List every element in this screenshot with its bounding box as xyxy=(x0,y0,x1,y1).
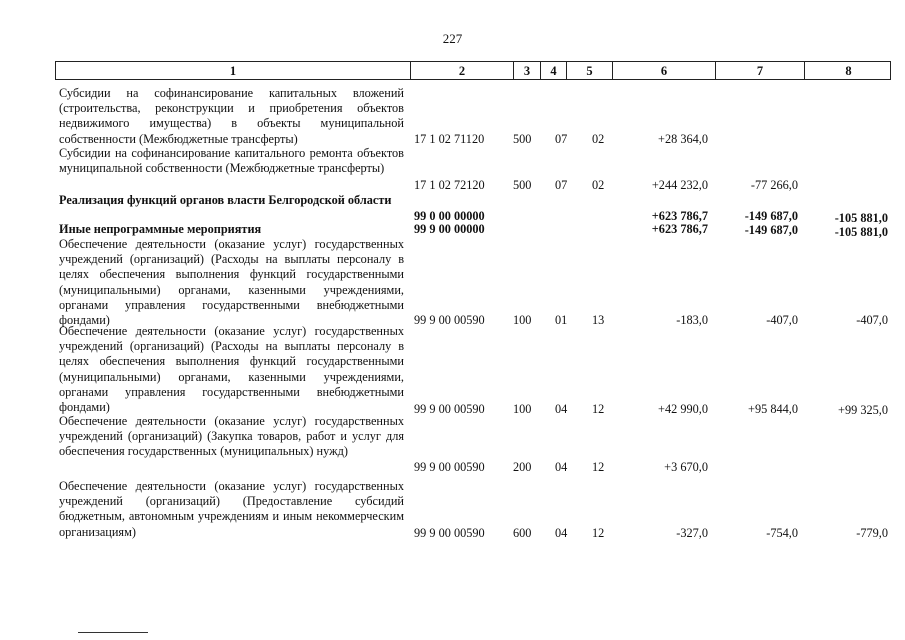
row-col-4: 01 xyxy=(555,313,568,327)
row-value-7: -77 266,0 xyxy=(750,178,798,192)
row-col-4: 07 xyxy=(555,178,568,192)
row-code: 17 1 02 71120 xyxy=(414,132,485,146)
table-header xyxy=(55,61,891,80)
page-number: 227 xyxy=(442,31,463,46)
row-col-3: 600 xyxy=(513,526,532,540)
row-value-7: -407,0 xyxy=(766,313,798,327)
row-value-7: -754,0 xyxy=(766,526,798,540)
row-col-3: 500 xyxy=(513,132,532,146)
row-description: Субсидии на софинансирование капитальных вложений (строительства, реконструкции и приобретения объектов недвижимого имущества) в объекты муниципальной собственности (Межбюджетные трансферты) xyxy=(59,86,404,146)
row-value-8: +99 325,0 xyxy=(838,403,888,417)
row-code: 99 9 00 00590 xyxy=(414,313,485,327)
row-value-8: -407,0 xyxy=(856,313,888,327)
header-col-7: 7 xyxy=(715,62,804,79)
footnote-divider xyxy=(78,632,148,633)
row-value-6: -327,0 xyxy=(676,526,708,540)
row-col-5: 12 xyxy=(592,460,605,474)
row-value-6: +623 786,7 xyxy=(651,222,708,236)
header-col-4: 4 xyxy=(540,62,566,79)
row-col-4: 07 xyxy=(555,132,568,146)
row-col-3: 500 xyxy=(513,178,532,192)
header-col-6: 6 xyxy=(612,62,715,79)
header-col-1: 1 xyxy=(229,64,237,78)
row-value-7: -149 687,0 xyxy=(744,223,798,237)
row-code: 99 9 00 00000 xyxy=(414,222,485,236)
header-col-3: 3 xyxy=(513,62,540,79)
row-value-8: -779,0 xyxy=(856,526,888,540)
row-col-5: 02 xyxy=(592,132,605,146)
row-value-7: -149 687,0 xyxy=(744,209,798,223)
row-description: Обеспечение деятельности (оказание услуг) государственных учреждений (организаций) (Расходы на выплаты персоналу в целях обеспечения выполнения функций государственными (муниципальными) органами, казенными учреждениями, органами управления государственными внебюджетными фондами) xyxy=(59,237,404,328)
row-col-4: 04 xyxy=(555,460,568,474)
row-description: Обеспечение деятельности (оказание услуг) государственных учреждений (организаций) (Расходы на выплаты персоналу в целях обеспечения выполнения функций государственными (муниципальными) органами, казенными учреждениями, органами управления государственными внебюджетными фондами) xyxy=(59,324,404,415)
header-col-2: 2 xyxy=(410,62,513,79)
header-col-8: 8 xyxy=(804,62,892,79)
row-col-5: 12 xyxy=(592,526,605,540)
row-value-6: +244 232,0 xyxy=(651,178,708,192)
row-description: Обеспечение деятельности (оказание услуг) государственных учреждений (организаций) (Предоставление субсидий бюджетным, автономным учреждениям и иным некоммерческим организациям) xyxy=(59,479,404,539)
row-code: 17 1 02 72120 xyxy=(414,178,485,192)
row-col-5: 12 xyxy=(592,402,605,416)
row-col-3: 100 xyxy=(513,313,532,327)
row-description: Реализация функций органов власти Белгородской области xyxy=(59,193,392,207)
row-col-4: 04 xyxy=(555,526,568,540)
row-value-6: +42 990,0 xyxy=(658,402,708,416)
row-value-6: -183,0 xyxy=(676,313,708,327)
row-code: 99 9 00 00590 xyxy=(414,526,485,540)
row-col-4: 04 xyxy=(555,402,568,416)
row-description: Субсидии на софинансирование капитального ремонта объектов муниципальной собственности (Межбюджетные трансферты) xyxy=(59,146,404,176)
header-col-5: 5 xyxy=(566,62,612,79)
row-value-6: +28 364,0 xyxy=(658,132,708,146)
row-value-6: +3 670,0 xyxy=(664,460,708,474)
row-col-5: 13 xyxy=(592,313,605,327)
row-value-7: +95 844,0 xyxy=(748,402,798,416)
row-value-8: -105 881,0 xyxy=(834,211,888,225)
row-value-6: +623 786,7 xyxy=(651,209,708,223)
row-value-8: -105 881,0 xyxy=(834,225,888,239)
row-description: Иные непрограммные мероприятия xyxy=(59,222,262,236)
row-col-3: 200 xyxy=(513,460,532,474)
row-description: Обеспечение деятельности (оказание услуг) государственных учреждений (организаций) (Закупка товаров, работ и услуг для обеспечения государственных (муниципальных) нужд) xyxy=(59,414,404,459)
row-code: 99 9 00 00590 xyxy=(414,460,485,474)
row-col-3: 100 xyxy=(513,402,532,416)
row-code: 99 9 00 00590 xyxy=(414,402,485,416)
row-code: 99 0 00 00000 xyxy=(414,209,485,223)
row-col-5: 02 xyxy=(592,178,605,192)
